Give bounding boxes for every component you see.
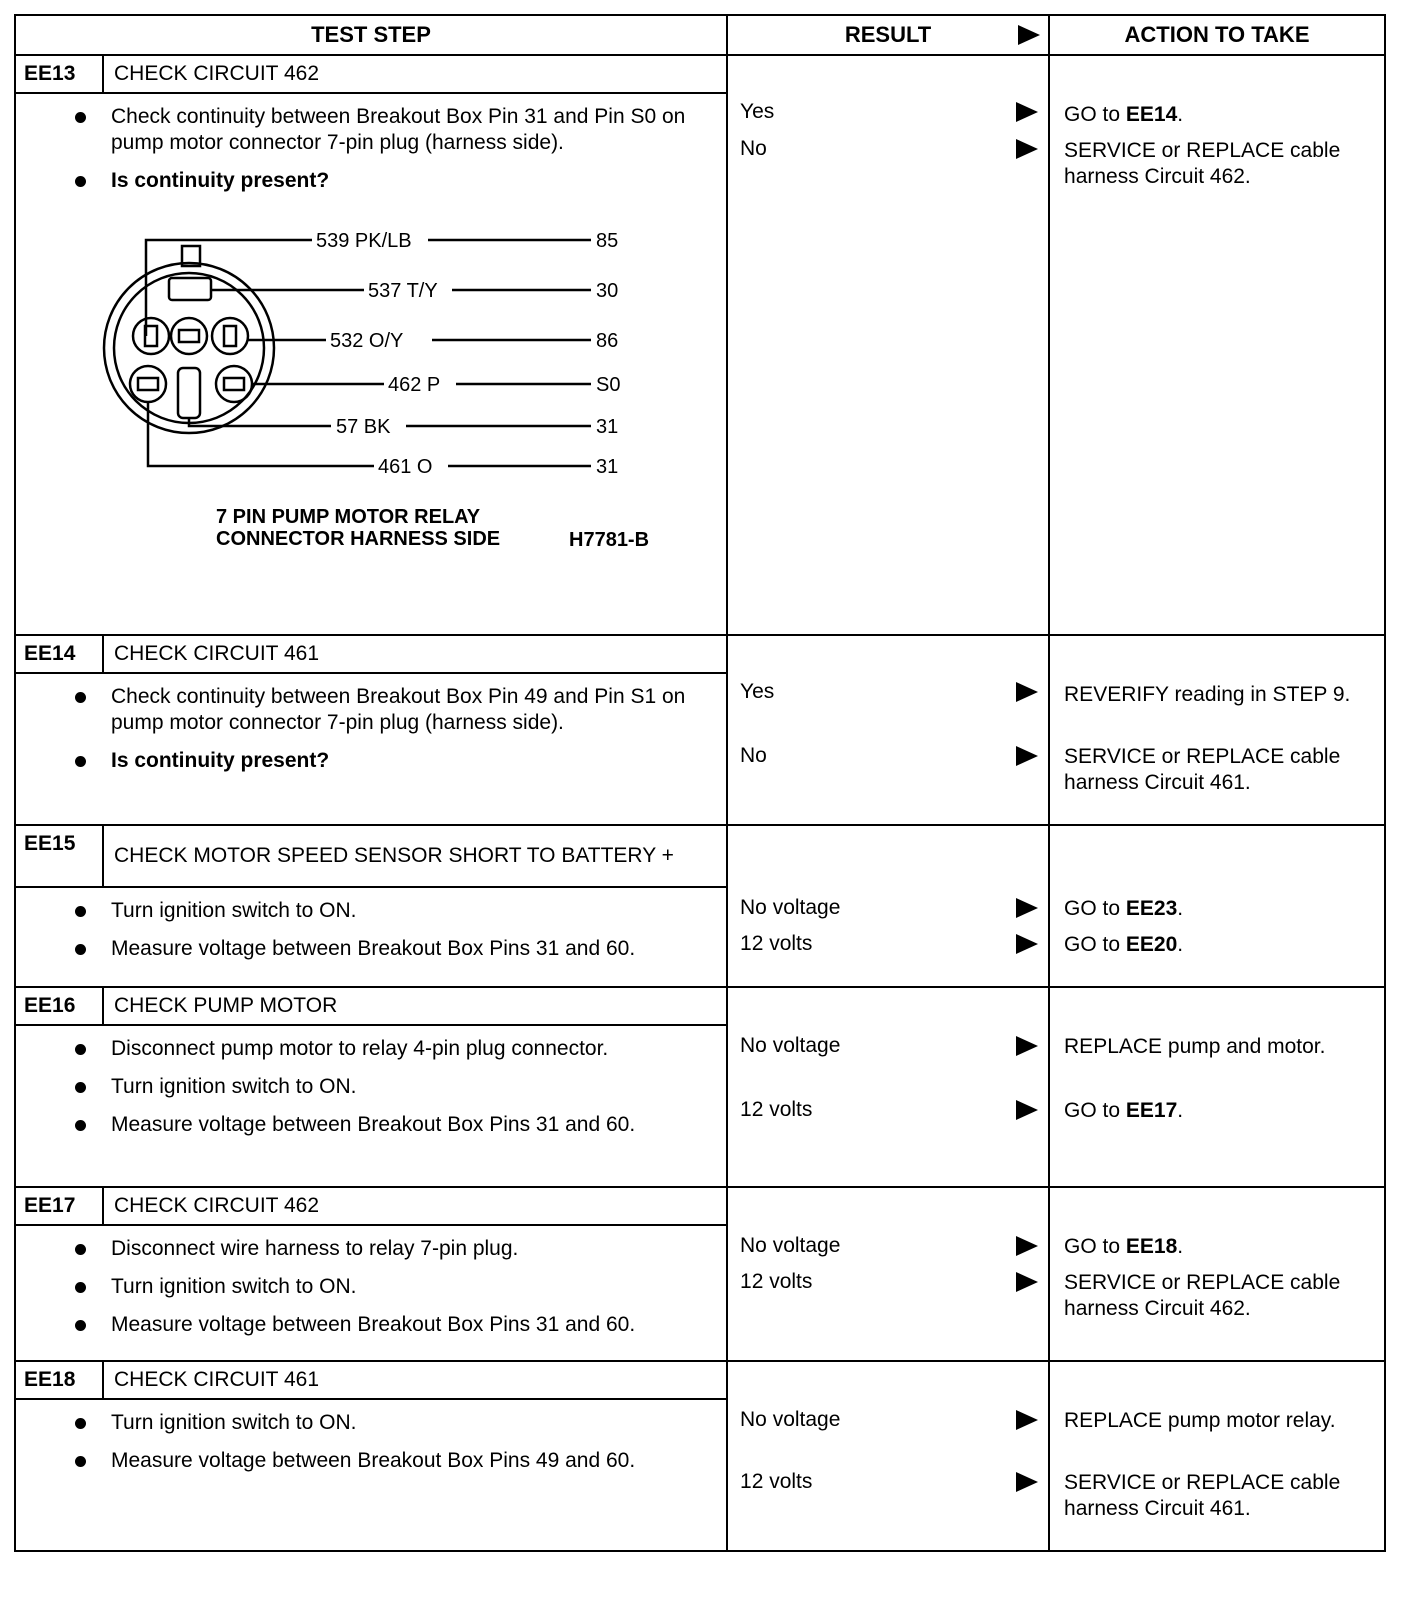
result-header-label: RESULT xyxy=(844,22,932,47)
result-text: 12 volts xyxy=(740,932,813,955)
action-header: ACTION TO TAKE xyxy=(1049,15,1385,55)
pin-label: 30 xyxy=(596,280,619,302)
diagnostic-table-page xyxy=(14,14,1384,1604)
wire-label: 539 PK/LB xyxy=(316,230,412,252)
result-text: No voltage xyxy=(740,896,841,919)
step-id: EE16 xyxy=(15,987,103,1025)
step-question: Is continuity present? xyxy=(111,748,726,774)
wire-label: 57 BK xyxy=(336,416,391,438)
result-cell xyxy=(727,987,1049,1187)
pin-label: 31 xyxy=(596,456,619,478)
step-instruction: Turn ignition switch to ON. xyxy=(111,1410,726,1436)
step-instruction: Measure voltage between Breakout Box Pins 49 and 60. xyxy=(111,1448,726,1474)
arrow-icon xyxy=(1016,1100,1038,1120)
step-id: EE14 xyxy=(15,635,103,673)
step-instruction: Measure voltage between Breakout Box Pins 31 and 60. xyxy=(111,1312,726,1338)
result-cell xyxy=(727,825,1049,987)
step-title: CHECK MOTOR SPEED SENSOR SHORT TO BATTERY + xyxy=(103,825,727,887)
arrow-icon xyxy=(1018,25,1040,45)
arrow-icon xyxy=(1016,139,1038,159)
arrow-icon xyxy=(1016,1236,1038,1256)
action-text: GO to EE17. xyxy=(1064,1099,1184,1122)
action-text: GO to EE18. xyxy=(1064,1235,1184,1258)
action-text: GO to EE20. xyxy=(1064,933,1184,956)
action-text: REVERIFY reading in STEP 9. xyxy=(1064,683,1351,706)
result-text: 12 volts xyxy=(740,1098,813,1121)
arrow-icon xyxy=(1016,1272,1038,1292)
step-instruction: Turn ignition switch to ON. xyxy=(111,1074,726,1100)
step-body xyxy=(15,1225,727,1361)
step-body xyxy=(15,93,727,635)
step-instruction: Turn ignition switch to ON. xyxy=(111,1274,726,1300)
result-text: No voltage xyxy=(740,1234,841,1257)
result-text: 12 volts xyxy=(740,1270,813,1293)
arrow-icon xyxy=(1016,102,1038,122)
arrow-icon xyxy=(1016,1036,1038,1056)
result-text: No xyxy=(740,744,767,767)
connector-diagram-svg xyxy=(16,206,728,506)
step-title: CHECK CIRCUIT 462 xyxy=(103,1187,727,1225)
action-cell xyxy=(1049,987,1385,1187)
action-text: SERVICE or REPLACE cable harness Circuit 461. xyxy=(1064,745,1341,794)
step-question: Is continuity present? xyxy=(111,168,726,194)
step-title: CHECK CIRCUIT 462 xyxy=(103,55,727,93)
action-text: SERVICE or REPLACE cable harness Circuit 462. xyxy=(1064,1271,1341,1320)
step-instruction: Check continuity between Breakout Box Pin 49 and Pin S1 on pump motor connector 7-pin plug (harness side). xyxy=(111,684,726,736)
step-id: EE18 xyxy=(15,1361,103,1399)
wire-label: 532 O/Y xyxy=(330,330,404,352)
step-instruction: Check continuity between Breakout Box Pin 31 and Pin S0 on pump motor connector 7-pin plug (harness side). xyxy=(111,104,726,156)
action-cell xyxy=(1049,55,1385,635)
step-instruction: Turn ignition switch to ON. xyxy=(111,898,726,924)
arrow-icon xyxy=(1016,746,1038,766)
step-body xyxy=(15,1399,727,1551)
action-cell xyxy=(1049,1187,1385,1361)
arrow-icon xyxy=(1016,1472,1038,1492)
step-title: CHECK PUMP MOTOR xyxy=(103,987,727,1025)
result-text: Yes xyxy=(740,680,775,703)
action-cell xyxy=(1049,1361,1385,1551)
result-header xyxy=(727,15,1049,55)
action-text: GO to EE14. xyxy=(1064,103,1184,126)
action-text: SERVICE or REPLACE cable harness Circuit 461. xyxy=(1064,1471,1341,1520)
step-instruction: Measure voltage between Breakout Box Pins 31 and 60. xyxy=(111,936,726,962)
test-step-header: TEST STEP xyxy=(15,15,727,55)
result-text: No xyxy=(740,137,767,160)
step-body xyxy=(15,673,727,825)
step-instruction: Disconnect pump motor to relay 4-pin plug connector. xyxy=(111,1036,726,1062)
diagram-caption: 7 PIN PUMP MOTOR RELAY CONNECTOR HARNESS SIDE xyxy=(216,506,501,550)
arrow-icon xyxy=(1016,682,1038,702)
result-text: Yes xyxy=(740,100,775,123)
step-instruction: Measure voltage between Breakout Box Pins 31 and 60. xyxy=(111,1112,726,1138)
step-id: EE13 xyxy=(15,55,103,93)
pin-label: 31 xyxy=(596,416,619,438)
result-cell xyxy=(727,1361,1049,1551)
step-id: EE17 xyxy=(15,1187,103,1225)
step-body xyxy=(15,887,727,987)
step-title: CHECK CIRCUIT 461 xyxy=(103,1361,727,1399)
step-id: EE15 xyxy=(15,825,103,887)
arrow-icon xyxy=(1016,1410,1038,1430)
wire-label: 537 T/Y xyxy=(368,280,438,302)
step-instruction: Disconnect wire harness to relay 7-pin plug. xyxy=(111,1236,726,1262)
result-cell xyxy=(727,635,1049,825)
pin-label: 86 xyxy=(596,330,619,352)
step-title: CHECK CIRCUIT 461 xyxy=(103,635,727,673)
action-cell xyxy=(1049,825,1385,987)
arrow-icon xyxy=(1016,934,1038,954)
pin-label: S0 xyxy=(596,374,621,396)
arrow-icon xyxy=(1016,898,1038,918)
result-cell xyxy=(727,1187,1049,1361)
diagram-code: H7781-B xyxy=(569,529,650,551)
result-text: No voltage xyxy=(740,1408,841,1431)
action-text: REPLACE pump and motor. xyxy=(1064,1035,1326,1058)
result-text: No voltage xyxy=(740,1034,841,1057)
action-text: GO to EE23. xyxy=(1064,897,1184,920)
test-step-table xyxy=(14,14,1386,1552)
pin-label: 85 xyxy=(596,230,619,252)
wire-label: 461 O xyxy=(378,456,433,478)
result-text: 12 volts xyxy=(740,1470,813,1493)
wire-label: 462 P xyxy=(388,374,441,396)
connector-diagram xyxy=(16,206,726,586)
action-cell xyxy=(1049,635,1385,825)
action-text: REPLACE pump motor relay. xyxy=(1064,1409,1336,1432)
step-body xyxy=(15,1025,727,1187)
action-text: SERVICE or REPLACE cable harness Circuit 462. xyxy=(1064,139,1341,188)
result-cell xyxy=(727,55,1049,635)
